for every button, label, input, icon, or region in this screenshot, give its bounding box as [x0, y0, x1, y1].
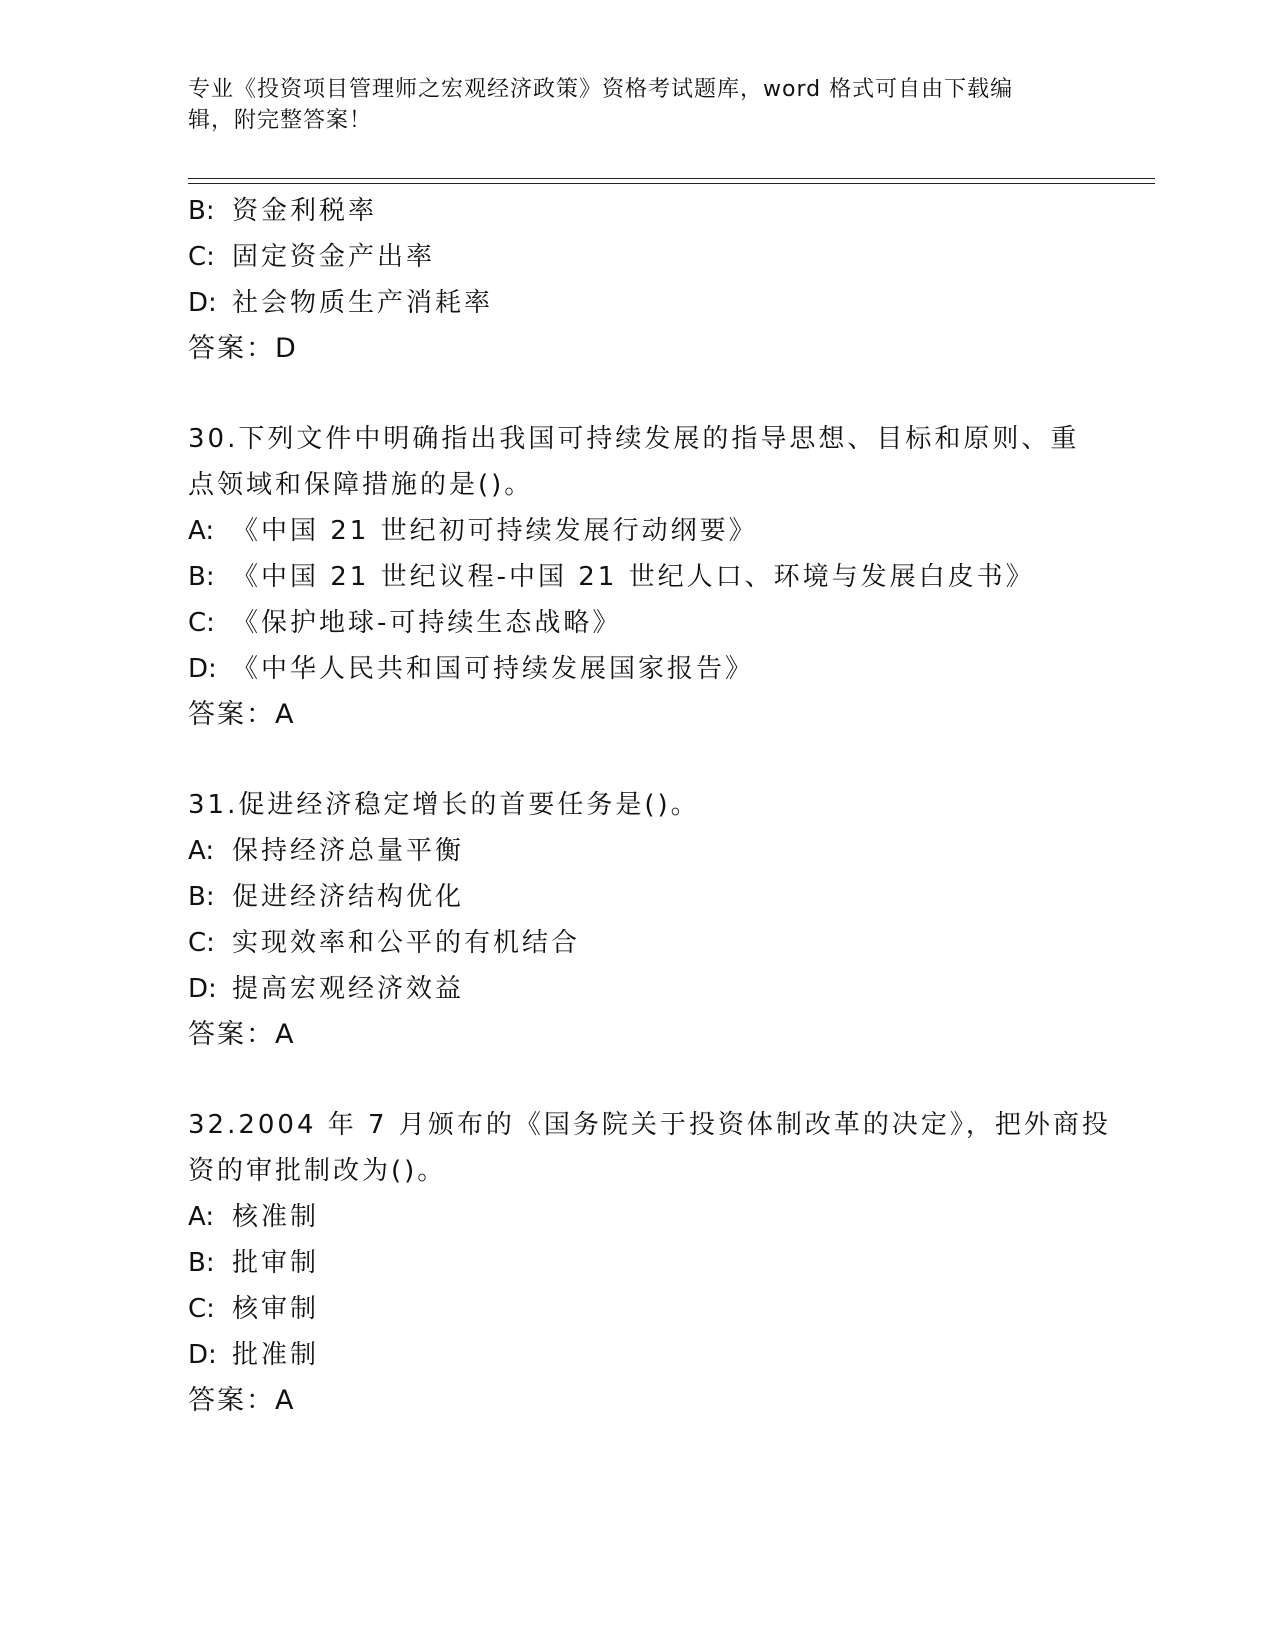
option-text: 《中国 21 世纪初可持续发展行动纲要》 — [232, 516, 758, 546]
option-label: A: — [188, 1202, 215, 1232]
option-label: C: — [188, 1294, 215, 1324]
option-text: 《保护地球-可持续生态战略》 — [232, 608, 622, 638]
option-label: D: — [188, 974, 217, 1004]
option-d — [188, 1332, 1088, 1378]
spacer — [188, 372, 1088, 416]
option-text: 核准制 — [232, 1202, 320, 1232]
answer-line: 答案：A — [188, 699, 296, 730]
option-label: B: — [188, 1248, 215, 1278]
question-block-29 — [188, 188, 1088, 372]
answer-line: 答案：A — [188, 1385, 296, 1416]
option-a — [188, 828, 1088, 874]
option-text: 批准制 — [232, 1340, 320, 1370]
question-block-31 — [188, 782, 1088, 1058]
option-label: C: — [188, 242, 215, 272]
spacer — [188, 1058, 1088, 1102]
option-label: A: — [188, 516, 215, 546]
option-text: 核审制 — [232, 1294, 320, 1324]
document-body — [188, 188, 1111, 1424]
header-divider-top — [188, 178, 1155, 179]
option-label: B: — [188, 882, 215, 912]
question-stem-line-2: 资的审批制改为()。 — [188, 1156, 447, 1186]
question-stem-line-1: 31.促进经济稳定增长的首要任务是()。 — [188, 790, 700, 820]
option-label: B: — [188, 562, 215, 592]
option-label: B: — [188, 196, 215, 226]
option-text: 保持经济总量平衡 — [232, 836, 465, 866]
question-block-32 — [188, 1102, 1111, 1424]
option-label: D: — [188, 654, 217, 684]
option-d — [188, 966, 1088, 1012]
option-c — [188, 1286, 1088, 1332]
option-label: D: — [188, 288, 217, 318]
question-block-30 — [188, 416, 1088, 738]
option-c — [188, 600, 1088, 646]
option-c — [188, 234, 1088, 280]
option-label: D: — [188, 1340, 217, 1370]
question-stem-line-2: 点领域和保障措施的是()。 — [188, 470, 534, 500]
option-a — [188, 508, 1088, 554]
option-text: 提高宏观经济效益 — [232, 974, 465, 1004]
spacer — [188, 738, 1088, 782]
option-c — [188, 920, 1088, 966]
option-label: C: — [188, 928, 215, 958]
option-d — [188, 646, 1088, 692]
header-divider-bottom — [188, 183, 1155, 184]
option-text: 《中国 21 世纪议程-中国 21 世纪人口、环境与发展白皮书》 — [232, 562, 1035, 592]
answer-line: 答案：A — [188, 1019, 296, 1050]
option-text: 促进经济结构优化 — [232, 882, 465, 912]
option-d — [188, 280, 1088, 326]
header-line-2: 辑，附完整答案！ — [188, 108, 373, 133]
option-text: 社会物质生产消耗率 — [232, 288, 494, 318]
option-b — [188, 188, 1088, 234]
option-text: 实现效率和公平的有机结合 — [232, 928, 581, 958]
option-b — [188, 1240, 1088, 1286]
document-header — [188, 74, 1068, 136]
question-stem-line-1: 32.2004 年 7 月颁布的《国务院关于投资体制改革的决定》，把外商投 — [188, 1110, 1111, 1140]
option-b — [188, 874, 1088, 920]
option-text: 批审制 — [232, 1248, 320, 1278]
option-text: 固定资金产出率 — [232, 242, 436, 272]
option-text: 资金利税率 — [232, 196, 378, 226]
answer-line: 答案：D — [188, 333, 298, 364]
option-label: C: — [188, 608, 215, 638]
header-line-1: 专业《投资项目管理师之宏观经济政策》资格考试题库，word 格式可自由下载编 — [188, 77, 1014, 102]
option-label: A: — [188, 836, 215, 866]
option-b — [188, 554, 1088, 600]
option-text: 《中华人民共和国可持续发展国家报告》 — [232, 654, 755, 684]
question-stem-line-1: 30.下列文件中明确指出我国可持续发展的指导思想、目标和原则、重 — [188, 424, 1080, 454]
option-a — [188, 1194, 1088, 1240]
